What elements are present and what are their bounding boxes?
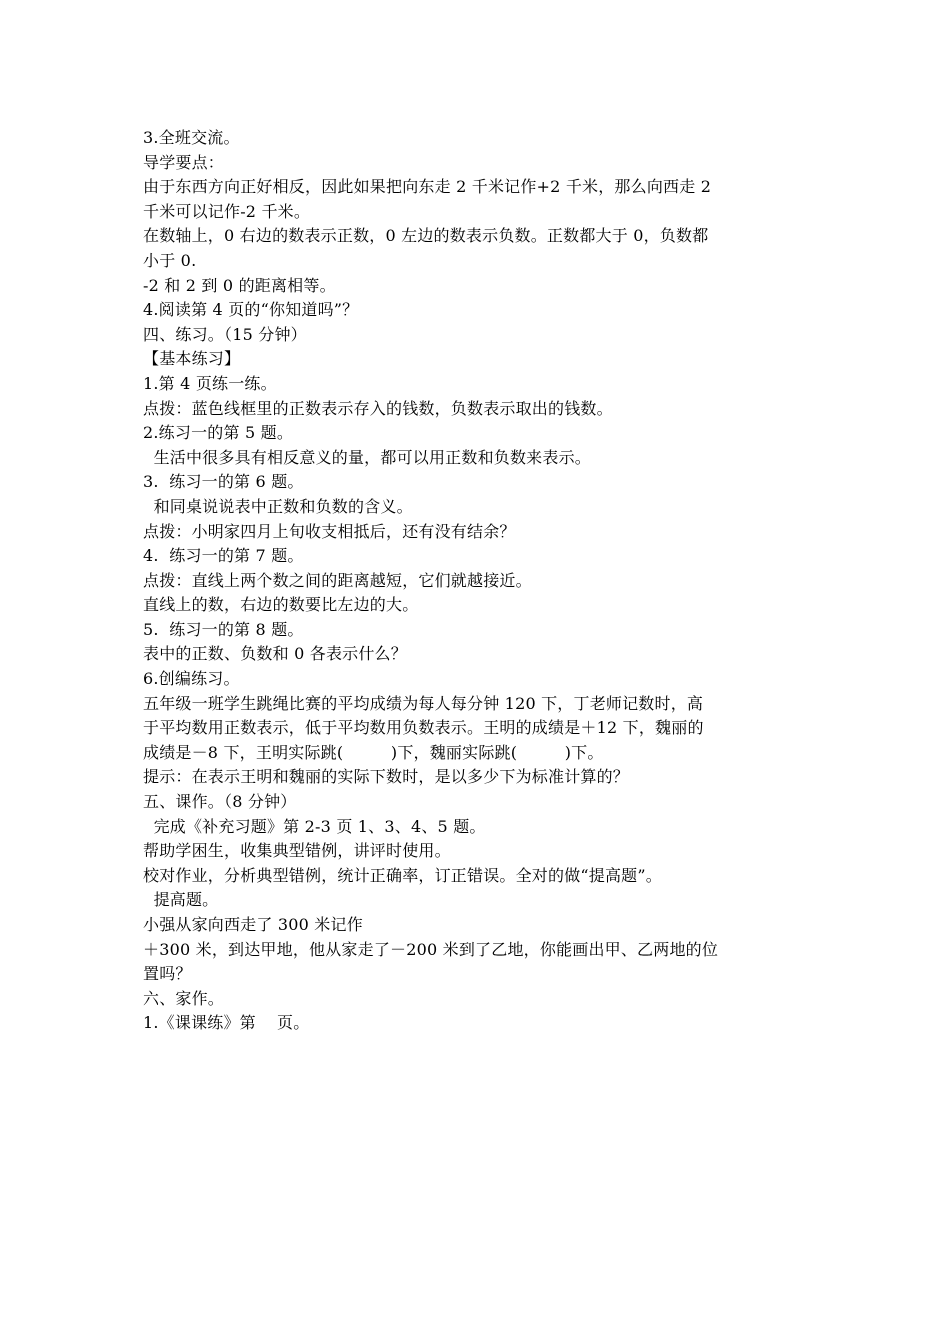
text-line: 4. 练习一的第 7 题。 <box>143 546 304 566</box>
text-line: 3. 练习一的第 6 题。 <box>143 472 304 492</box>
text-line: 五年级一班学生跳绳比赛的平均成绩为每人每分钟 120 下，丁老师记数时，高 <box>143 693 704 713</box>
text-line: 于平均数用正数表示，低于平均数用负数表示。王明的成绩是＋12 下，魏丽的 <box>143 718 704 738</box>
text-line: 和同桌说说表中正数和负数的含义。 <box>143 496 413 516</box>
text-line: 千米可以记作-2 千米。 <box>143 201 311 221</box>
text-line: 4.阅读第 4 页的“你知道吗”？ <box>143 300 359 320</box>
text-line: 由于东西方向正好相反，因此如果把向东走 2 千米记作+2 千米，那么向西走 2 <box>143 177 712 197</box>
text-line: 2.练习一的第 5 题。 <box>143 423 294 443</box>
text-line: 点拨：小明家四月上旬收支相抵后，还有没有结余？ <box>143 521 516 541</box>
text-line: 置吗？ <box>143 964 192 984</box>
text-line: 生活中很多具有相反意义的量，都可以用正数和负数来表示。 <box>143 447 591 467</box>
text-line: -2 和 2 到 0 的距离相等。 <box>143 275 336 295</box>
text-line: 小于 0. <box>143 250 197 270</box>
text-line: 1.第 4 页练一练。 <box>143 373 277 393</box>
text-line: 六、家作。 <box>143 988 225 1008</box>
text-line: 在数轴上，0 右边的数表示正数，0 左边的数表示负数。正数都大于 0，负数都 <box>143 226 709 246</box>
text-line: 导学要点： <box>143 152 225 172</box>
text-line: 6.创编练习。 <box>143 669 240 689</box>
text-line: 1.《课课练》第 页。 <box>143 1013 310 1033</box>
text-line: 成绩是－8 下，王明实际跳( )下，魏丽实际跳( )下。 <box>143 742 604 762</box>
document-body <box>143 126 823 1036</box>
text-line: 3.全班交流。 <box>143 128 240 147</box>
text-line: 提高题。 <box>143 890 219 910</box>
text-line: 直线上的数，右边的数要比左边的大。 <box>143 595 419 615</box>
text-line: 五、课作。（8 分钟） <box>143 792 297 812</box>
text-line: 四、练习。（15 分钟） <box>143 324 307 344</box>
text-line: 5. 练习一的第 8 题。 <box>143 619 304 639</box>
text-line: 点拨：蓝色线框里的正数表示存入的钱数，负数表示取出的钱数。 <box>143 398 613 418</box>
text-line: 校对作业，分析典型错例，统计正确率，订正错误。全对的做“提高题”。 <box>143 865 662 885</box>
text-line: 小强从家向西走了 300 米记作 <box>143 915 363 934</box>
text-line: 【基本练习】 <box>143 349 241 369</box>
text-line: ＋300 米，到达甲地，他从家走了－200 米到了乙地，你能画出甲、乙两地的位 <box>143 939 719 959</box>
text-line: 帮助学困生，收集典型错例，讲评时使用。 <box>143 841 451 861</box>
text-line: 提示：在表示王明和魏丽的实际下数时，是以多少下为标准计算的？ <box>143 767 630 787</box>
text-line: 表中的正数、负数和 0 各表示什么？ <box>143 644 407 664</box>
text-line: 完成《补充习题》第 2-3 页 1、3、4、5 题。 <box>143 816 486 836</box>
text-line: 点拨：直线上两个数之间的距离越短，它们就越接近。 <box>143 570 532 590</box>
